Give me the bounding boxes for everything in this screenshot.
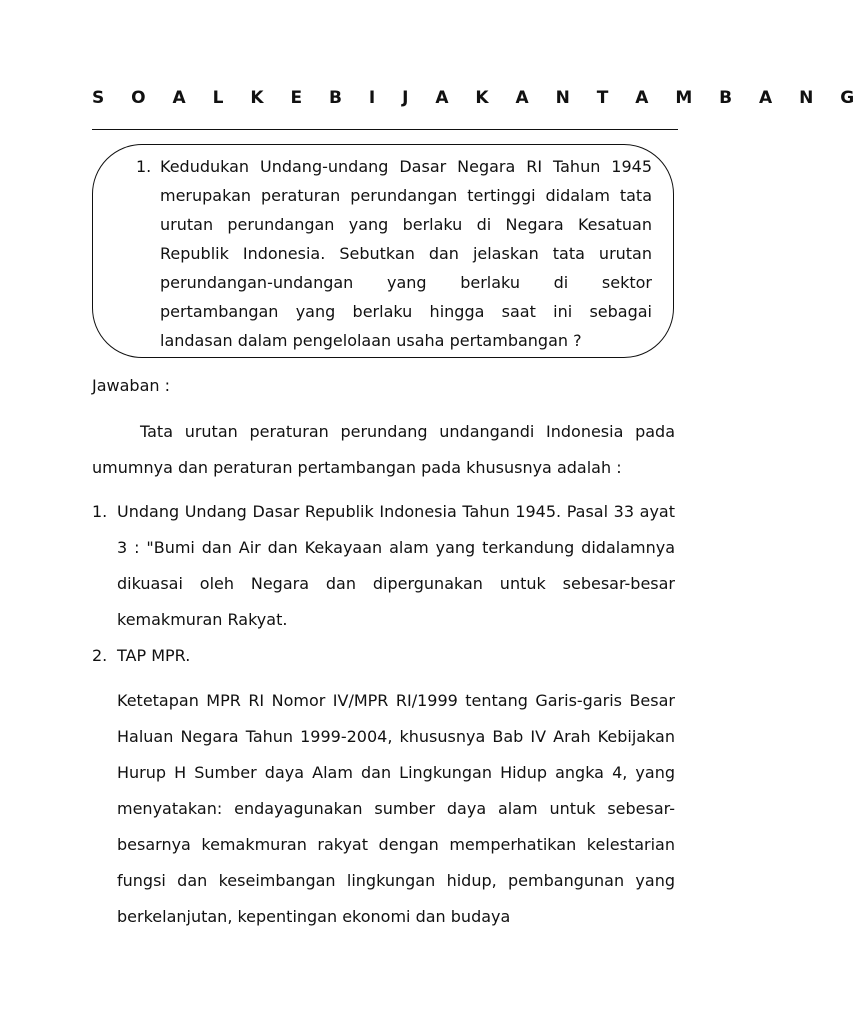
question-number: 1.: [136, 157, 152, 176]
list-item-text: Undang Undang Dasar Republik Indonesia Tahun 1945. Pasal 33 ayat 3 : "Bumi dan Air dan Kekayaan alam yang terkandung didalamnya dikuasai oleh Negara dan dipergunakan untuk sebesar-besar kemakmuran Rakyat.: [117, 502, 675, 629]
list-item-text: TAP MPR.: [117, 646, 191, 665]
list-item-number: 1.: [92, 502, 108, 521]
answer-intro: Tata urutan peraturan perundang undangandi Indonesia pada umumnya dan peraturan pertambangan pada khususnya adalah :: [92, 422, 675, 477]
tap-mpr-paragraph: Ketetapan MPR RI Nomor IV/MPR RI/1999 tentang Garis-garis Besar Haluan Negara Tahun 1999-2004, khususnya Bab IV Arah Kebijakan Hurup H Sumber daya Alam dan Lingkungan Hidup angka 4, yang menyatakan: endayagunakan sumber daya alam untuk sebesar-besarnya kemakmuran rakyat dengan memperhatikan kelestarian fungsi dan keseimbangan lingkungan hidup, pembangunan yang berkelanjutan, kepentingan ekonomi dan budaya: [117, 691, 675, 926]
question-text: Kedudukan Undang-undang Dasar Negara RI Tahun 1945 merupakan peraturan perundangan tertinggi didalam tata urutan perundangan yang berlaku di Negara Kesatuan Republik Indonesia. Sebutkan dan jelaskan tata urutan perundangan-undangan yang berlaku di sektor pertambangan yang berlaku hingga saat ini sebagai landasan dalam pengelolaan usaha pertambangan ?: [160, 157, 652, 350]
title-divider: [92, 129, 678, 130]
list-item-number: 2.: [92, 646, 108, 665]
document-title: S O A L K E B I J A K A N T A M B A N G: [92, 88, 865, 108]
answer-label: Jawaban :: [92, 376, 170, 395]
